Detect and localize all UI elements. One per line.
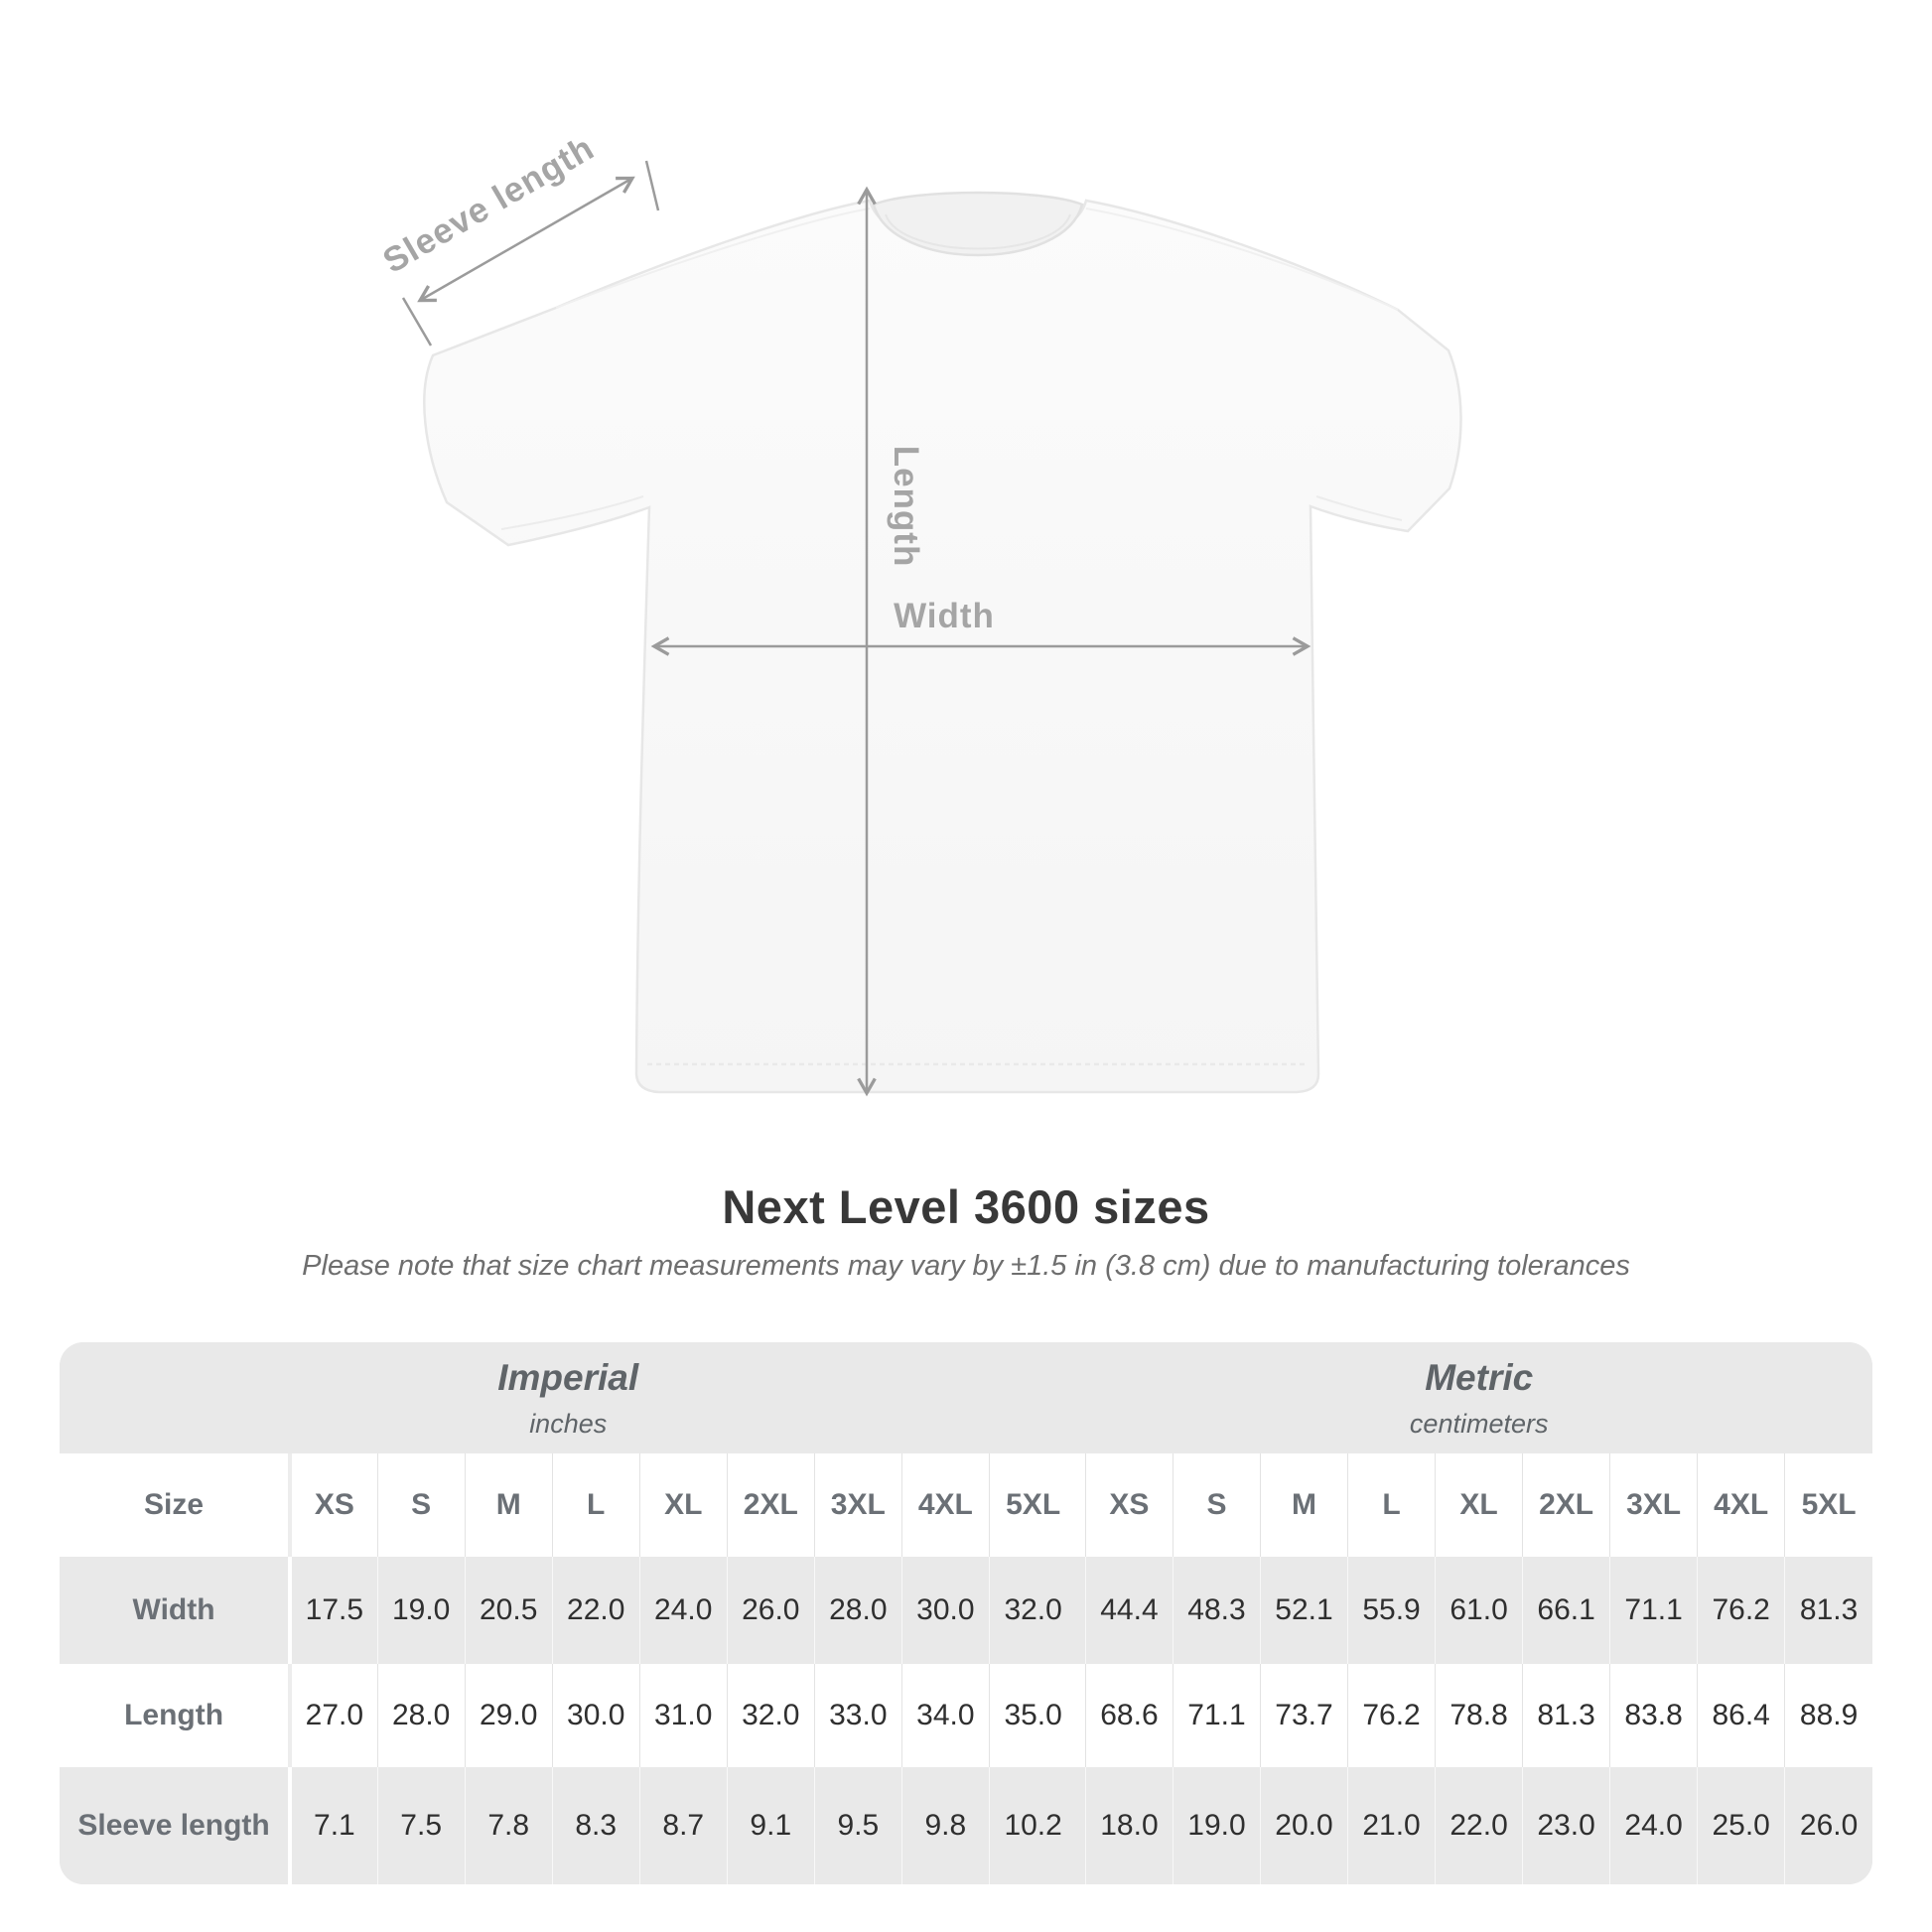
size-row-label: Size bbox=[60, 1453, 290, 1557]
value-cell: 28.0 bbox=[814, 1557, 901, 1664]
value-cell: 22.0 bbox=[1436, 1767, 1523, 1884]
size-col-header: XL bbox=[639, 1453, 727, 1557]
row-label: Width bbox=[60, 1557, 290, 1664]
row-label: Sleeve length bbox=[60, 1767, 290, 1884]
value-cell: 68.6 bbox=[1085, 1664, 1173, 1767]
value-cell: 25.0 bbox=[1698, 1767, 1785, 1884]
size-col-header: M bbox=[1260, 1453, 1347, 1557]
value-cell: 52.1 bbox=[1260, 1557, 1347, 1664]
heading bbox=[0, 1179, 1932, 1283]
value-cell: 61.0 bbox=[1436, 1557, 1523, 1664]
imperial-group-unit: inches bbox=[529, 1408, 608, 1439]
tolerance-note: Please note that size chart measurements may vary by ±1.5 in (3.8 cm) due to manufacturing tolerances bbox=[302, 1250, 1630, 1282]
value-cell: 33.0 bbox=[814, 1664, 901, 1767]
sleeve-length-row bbox=[60, 1767, 1872, 1884]
metric-group-unit: centimeters bbox=[1409, 1408, 1549, 1439]
size-col-header: XL bbox=[1436, 1453, 1523, 1557]
value-cell: 30.0 bbox=[552, 1664, 639, 1767]
group-divider bbox=[1076, 1557, 1085, 1664]
value-cell: 28.0 bbox=[377, 1664, 465, 1767]
value-cell: 26.0 bbox=[727, 1557, 814, 1664]
group-divider bbox=[1076, 1664, 1085, 1767]
value-cell: 32.0 bbox=[989, 1557, 1076, 1664]
metric-group-header bbox=[1085, 1342, 1872, 1453]
value-cell: 9.1 bbox=[727, 1767, 814, 1884]
value-cell: 8.3 bbox=[552, 1767, 639, 1884]
size-col-header: XS bbox=[290, 1453, 377, 1557]
value-cell: 55.9 bbox=[1348, 1557, 1436, 1664]
value-cell: 76.2 bbox=[1698, 1557, 1785, 1664]
value-cell: 8.7 bbox=[639, 1767, 727, 1884]
value-cell: 17.5 bbox=[290, 1557, 377, 1664]
size-col-header: 2XL bbox=[1523, 1453, 1610, 1557]
size-table-container bbox=[60, 1342, 1872, 1884]
value-cell: 7.5 bbox=[377, 1767, 465, 1884]
value-cell: 32.0 bbox=[727, 1664, 814, 1767]
value-cell: 48.3 bbox=[1173, 1557, 1260, 1664]
tshirt-illustration bbox=[424, 193, 1460, 1092]
value-cell: 31.0 bbox=[639, 1664, 727, 1767]
row-label: Length bbox=[60, 1664, 290, 1767]
group-divider bbox=[1076, 1453, 1085, 1557]
value-cell: 7.1 bbox=[290, 1767, 377, 1884]
value-cell: 86.4 bbox=[1698, 1664, 1785, 1767]
value-cell: 21.0 bbox=[1348, 1767, 1436, 1884]
value-cell: 71.1 bbox=[1173, 1664, 1260, 1767]
value-cell: 19.0 bbox=[1173, 1767, 1260, 1884]
value-cell: 29.0 bbox=[465, 1664, 552, 1767]
size-table bbox=[60, 1342, 1872, 1884]
value-cell: 78.8 bbox=[1436, 1664, 1523, 1767]
value-cell: 88.9 bbox=[1785, 1664, 1872, 1767]
size-col-header: 3XL bbox=[814, 1453, 901, 1557]
size-col-header: 4XL bbox=[901, 1453, 989, 1557]
unit-group-header-row bbox=[60, 1342, 1872, 1453]
size-col-header: 3XL bbox=[1610, 1453, 1698, 1557]
value-cell: 23.0 bbox=[1523, 1767, 1610, 1884]
value-cell: 24.0 bbox=[1610, 1767, 1698, 1884]
value-cell: 71.1 bbox=[1610, 1557, 1698, 1664]
value-cell: 66.1 bbox=[1523, 1557, 1610, 1664]
size-col-header: 5XL bbox=[989, 1453, 1076, 1557]
size-col-header: 4XL bbox=[1698, 1453, 1785, 1557]
page-title: Next Level 3600 sizes bbox=[722, 1180, 1210, 1233]
size-col-header: L bbox=[552, 1453, 639, 1557]
value-cell: 27.0 bbox=[290, 1664, 377, 1767]
size-col-header: S bbox=[1173, 1453, 1260, 1557]
metric-group-name: Metric bbox=[1425, 1356, 1534, 1398]
value-cell: 20.5 bbox=[465, 1557, 552, 1664]
size-col-header: L bbox=[1348, 1453, 1436, 1557]
size-header-row bbox=[60, 1453, 1872, 1557]
value-cell: 20.0 bbox=[1260, 1767, 1347, 1884]
value-cell: 35.0 bbox=[989, 1664, 1076, 1767]
size-col-header: S bbox=[377, 1453, 465, 1557]
value-cell: 7.8 bbox=[465, 1767, 552, 1884]
value-cell: 24.0 bbox=[639, 1557, 727, 1664]
value-cell: 83.8 bbox=[1610, 1664, 1698, 1767]
value-cell: 9.8 bbox=[901, 1767, 989, 1884]
imperial-group-name: Imperial bbox=[497, 1356, 639, 1398]
value-cell: 22.0 bbox=[552, 1557, 639, 1664]
width-label: Width bbox=[894, 597, 995, 635]
width-row bbox=[60, 1557, 1872, 1664]
size-col-header: M bbox=[465, 1453, 552, 1557]
value-cell: 44.4 bbox=[1085, 1557, 1173, 1664]
value-cell: 81.3 bbox=[1785, 1557, 1872, 1664]
group-divider bbox=[1076, 1342, 1085, 1453]
value-cell: 76.2 bbox=[1348, 1664, 1436, 1767]
size-col-header: 2XL bbox=[727, 1453, 814, 1557]
imperial-group-header bbox=[60, 1342, 1076, 1453]
value-cell: 30.0 bbox=[901, 1557, 989, 1664]
value-cell: 34.0 bbox=[901, 1664, 989, 1767]
value-cell: 81.3 bbox=[1523, 1664, 1610, 1767]
length-label: Length bbox=[887, 445, 925, 568]
value-cell: 26.0 bbox=[1785, 1767, 1872, 1884]
length-row bbox=[60, 1664, 1872, 1767]
size-col-header: XS bbox=[1085, 1453, 1173, 1557]
value-cell: 10.2 bbox=[989, 1767, 1076, 1884]
value-cell: 9.5 bbox=[814, 1767, 901, 1884]
value-cell: 73.7 bbox=[1260, 1664, 1347, 1767]
group-divider bbox=[1076, 1767, 1085, 1884]
sleeve-length-label: Sleeve length bbox=[376, 128, 602, 281]
size-col-header: 5XL bbox=[1785, 1453, 1872, 1557]
value-cell: 19.0 bbox=[377, 1557, 465, 1664]
value-cell: 18.0 bbox=[1085, 1767, 1173, 1884]
